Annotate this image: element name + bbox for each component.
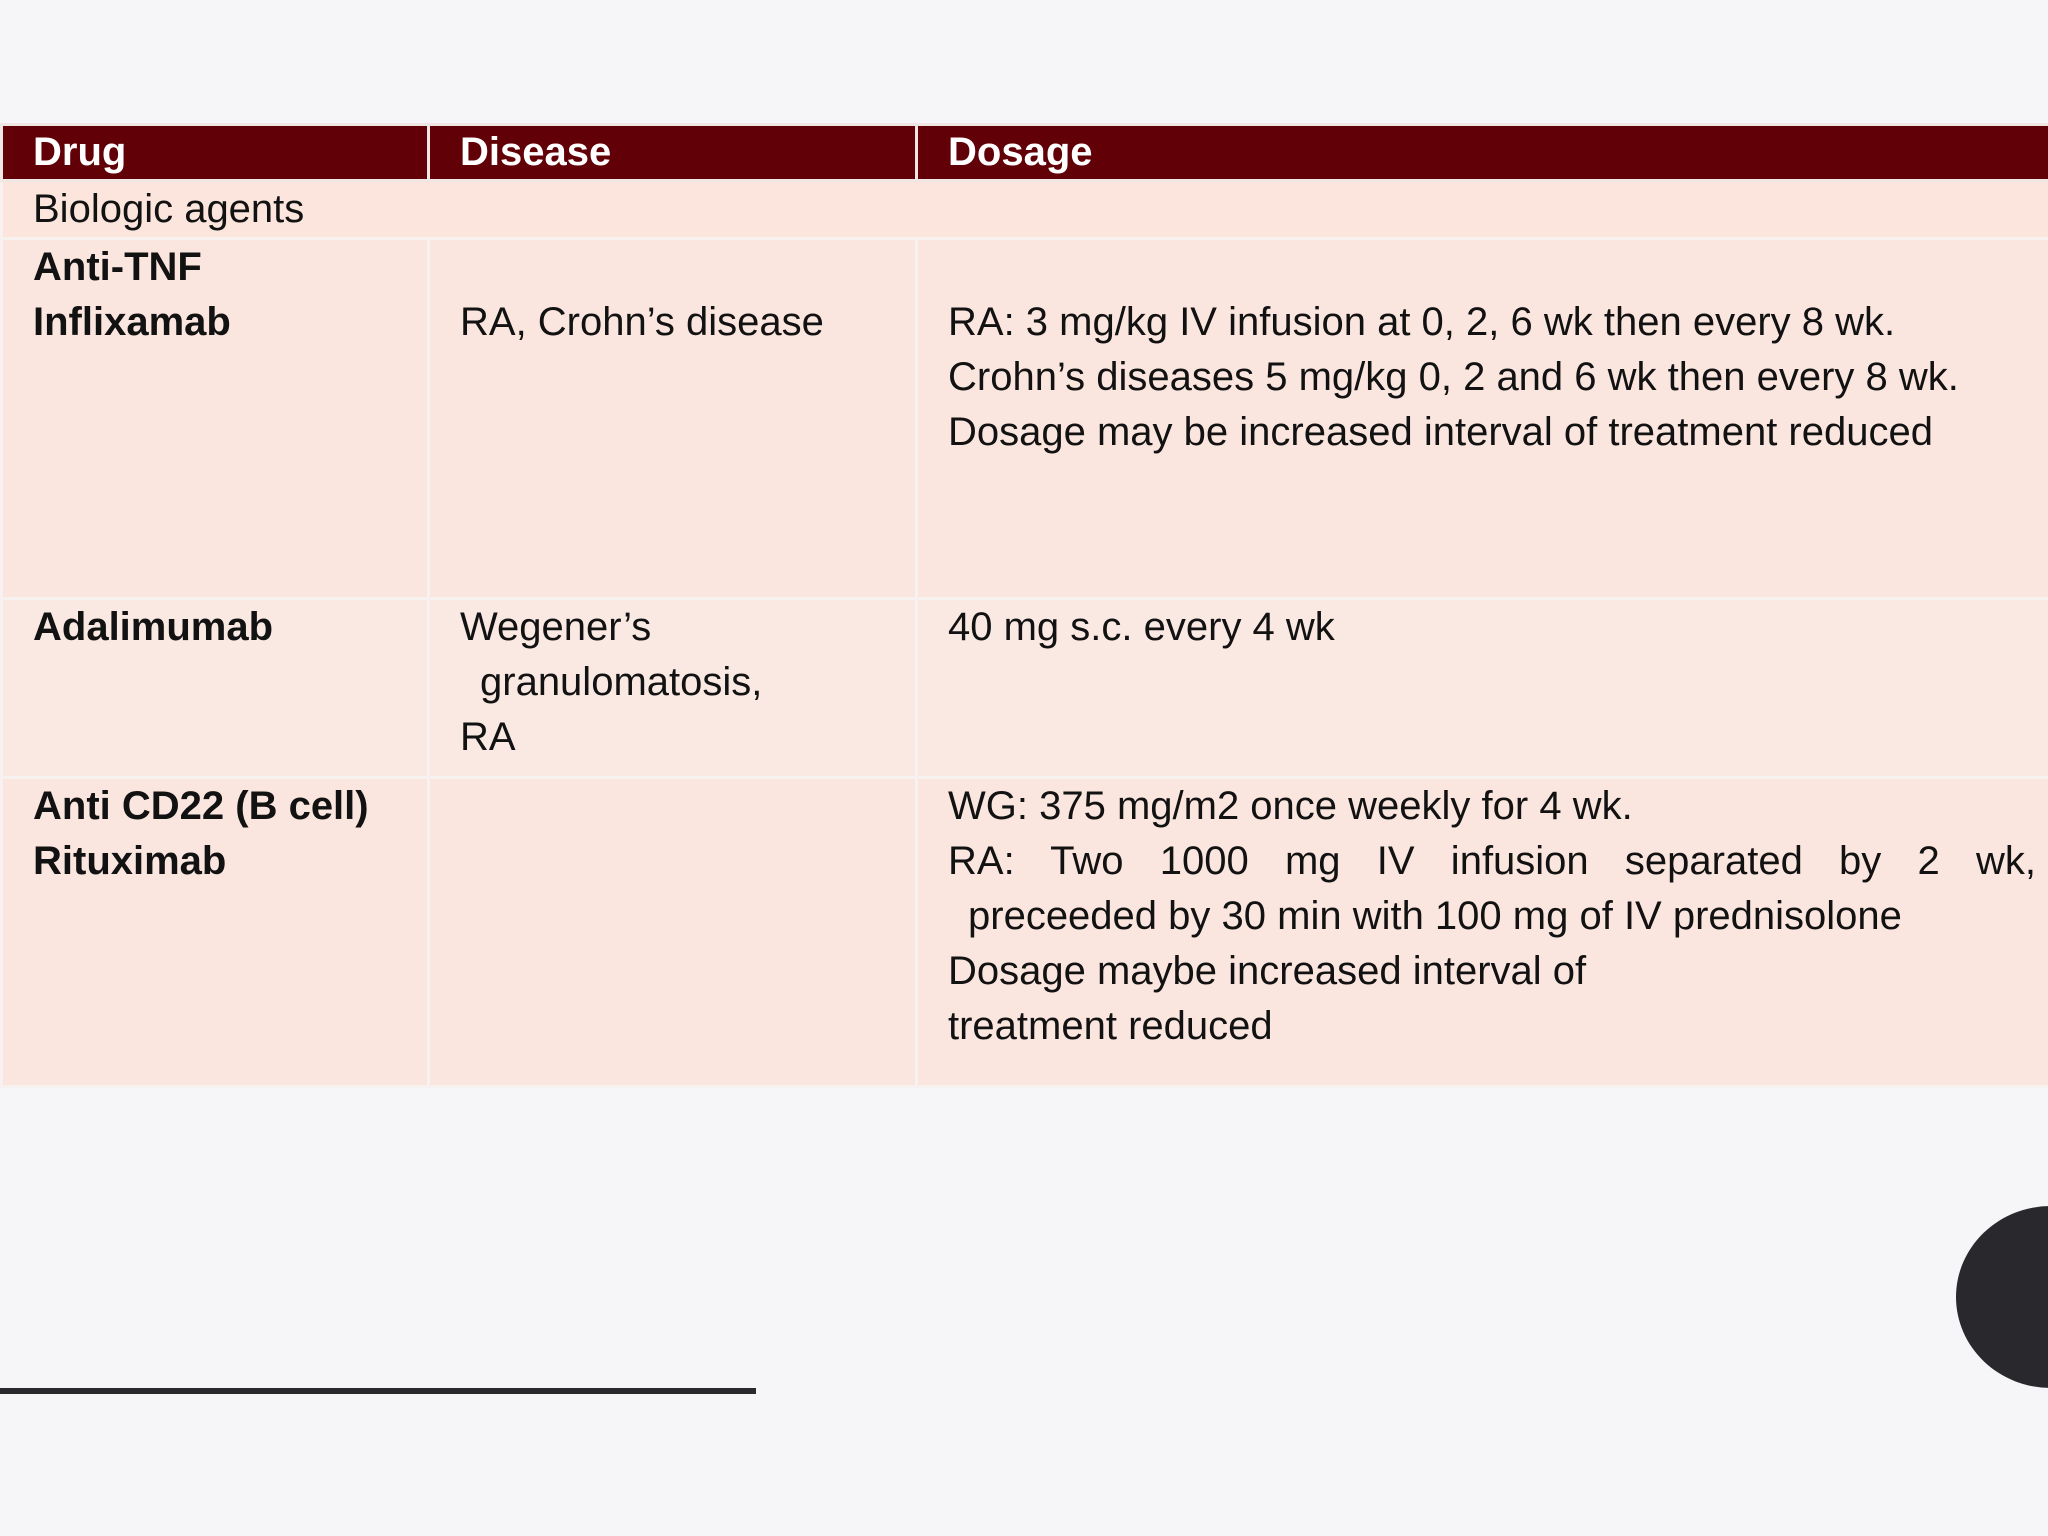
drug-name: Inflixamab bbox=[33, 300, 231, 344]
table-row bbox=[2, 599, 2048, 778]
disease-spacer bbox=[460, 240, 915, 295]
dosage-line: RA: Two 1000 mg IV infusion separated by 2 wk, bbox=[948, 839, 2036, 883]
dosage-line: 40 mg s.c. every 4 wk bbox=[948, 605, 1335, 649]
disease-text: RA bbox=[460, 715, 516, 759]
disease-text: granulomatosis, bbox=[480, 660, 763, 704]
footer-divider-line bbox=[0, 1388, 756, 1394]
drug-table bbox=[0, 123, 2048, 1088]
header-drug: Drug bbox=[2, 125, 429, 181]
dosage-line: Dosage may be increased interval of treatment reduced bbox=[948, 410, 1933, 454]
dosage-spacer bbox=[948, 240, 2048, 295]
drug-name: Rituximab bbox=[33, 839, 227, 883]
disease-text: RA, Crohn’s disease bbox=[460, 300, 824, 344]
table-row bbox=[2, 778, 2048, 1087]
decorative-circle-shape bbox=[1956, 1206, 2048, 1388]
dosage-line: RA: 3 mg/kg IV infusion at 0, 2, 6 wk then every 8 wk. bbox=[948, 300, 1896, 344]
disease-cell bbox=[429, 239, 917, 599]
header-disease: Disease bbox=[429, 125, 917, 181]
dosage-cell bbox=[917, 239, 2048, 599]
disease-text: Wegener’s bbox=[460, 605, 652, 649]
disease-cell bbox=[429, 778, 917, 1087]
drug-cell bbox=[2, 778, 429, 1087]
drug-class-label: Anti CD22 (B cell) bbox=[33, 784, 369, 828]
dosage-line: Dosage maybe increased interval of bbox=[948, 949, 1587, 993]
section-row bbox=[2, 181, 2048, 239]
dosage-line: preceeded by 30 min with 100 mg of IV prednisolone bbox=[968, 894, 1902, 938]
disease-cell bbox=[429, 599, 917, 778]
dosage-cell bbox=[917, 778, 2048, 1087]
dosage-line: Crohn’s diseases 5 mg/kg 0, 2 and 6 wk then every 8 wk. bbox=[948, 355, 1959, 399]
section-label: Biologic agents bbox=[2, 181, 2048, 239]
drug-cell bbox=[2, 599, 429, 778]
drug-class-label: Anti-TNF bbox=[33, 245, 202, 289]
drug-cell bbox=[2, 239, 429, 599]
dosage-cell bbox=[917, 599, 2048, 778]
table-row bbox=[2, 239, 2048, 599]
dosage-line: WG: 375 mg/m2 once weekly for 4 wk. bbox=[948, 784, 1633, 828]
table-header-row bbox=[2, 125, 2048, 181]
drug-name: Adalimumab bbox=[33, 605, 274, 649]
header-dosage: Dosage bbox=[917, 125, 2048, 181]
dosage-line: treatment reduced bbox=[948, 1004, 1273, 1048]
